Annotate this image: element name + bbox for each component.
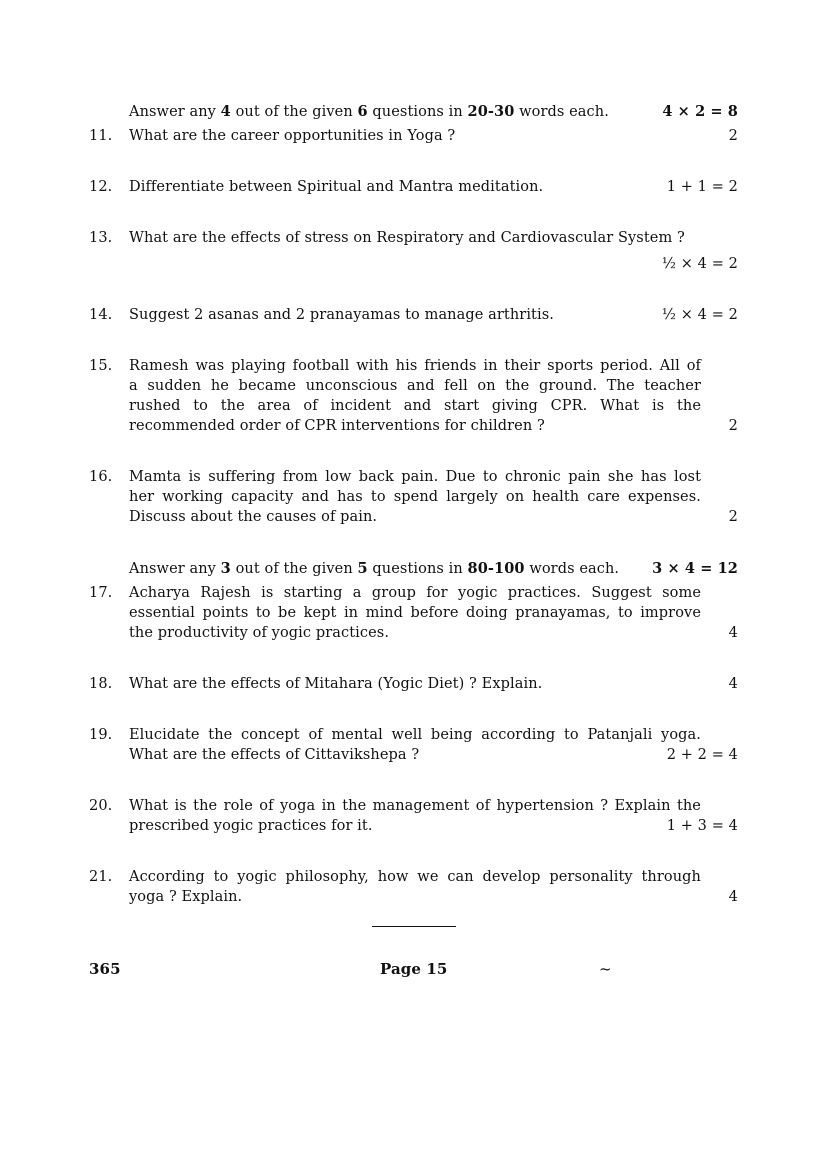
question-text-line: What are the effects of Cittavikshepa ? (129, 747, 420, 763)
question-marks: 2 (728, 128, 738, 144)
question-text: Differentiate between Spiritual and Mantra meditation. (129, 179, 544, 195)
question-19 (0, 725, 827, 746)
question-number: 17. (89, 585, 113, 601)
question-15-line-4 (0, 416, 827, 437)
question-11 (0, 126, 827, 147)
question-number: 19. (89, 727, 113, 743)
question-text-line: Acharya Rajesh is starting a group for yogic practices. Suggest some (129, 585, 701, 601)
question-number: 20. (89, 798, 113, 814)
question-number: 16. (89, 469, 113, 485)
question-16-line-3 (0, 507, 827, 528)
question-text-line: According to yogic philosophy, how we can develop personality through (129, 869, 701, 885)
section-a-instruction (0, 101, 827, 122)
question-20-line-2 (0, 816, 827, 837)
question-text-line: rushed to the area of incident and start giving CPR. What is the (129, 398, 701, 414)
question-marks: 2 + 2 = 4 (666, 747, 738, 763)
section-b-text: Answer any 3 out of the given 5 questions in 80-100 words each. (129, 560, 620, 577)
question-text: What are the effects of stress on Respiratory and Cardiovascular System ? (129, 230, 685, 246)
question-18 (0, 674, 827, 695)
question-17-line-2 (0, 603, 827, 624)
question-20 (0, 796, 827, 817)
question-16-line-2 (0, 487, 827, 508)
question-text-line: her working capacity and has to spend largely on health care expenses. (129, 489, 701, 505)
question-number: 14. (89, 307, 113, 323)
question-marks: 1 + 3 = 4 (666, 818, 738, 834)
question-number: 18. (89, 676, 113, 692)
question-number: 15. (89, 358, 113, 374)
section-b-instruction (0, 558, 827, 579)
question-text-line: Discuss about the causes of pain. (129, 509, 378, 525)
question-text-line: Elucidate the concept of mental well being according to Patanjali yoga. (129, 727, 701, 743)
question-text-line: prescribed yogic practices for it. (129, 818, 373, 834)
question-text-line: recommended order of CPR interventions for children ? (129, 418, 545, 434)
question-text-line: What is the role of yoga in the management of hypertension ? Explain the (129, 798, 701, 814)
question-19-line-2 (0, 745, 827, 766)
question-text-line: yoga ? Explain. (129, 889, 243, 905)
question-17-line-3 (0, 623, 827, 644)
section-a-marks: 4 × 2 = 8 (662, 103, 738, 120)
section-a-text: Answer any 4 out of the given 6 questions in 20-30 words each. (129, 103, 609, 120)
footer-page-number: Page 15 (380, 960, 448, 978)
question-text: What are the career opportunities in Yoga ? (129, 128, 456, 144)
question-number: 13. (89, 230, 113, 246)
question-marks: 4 (728, 889, 738, 905)
footer-mark: ~ (599, 960, 612, 978)
question-15 (0, 356, 827, 377)
question-text-line: essential points to be kept in mind before doing pranayamas, to improve (129, 605, 701, 621)
question-17 (0, 583, 827, 604)
question-marks: 1 + 1 = 2 (666, 179, 738, 195)
question-text-line: the productivity of yogic practices. (129, 625, 390, 641)
question-16 (0, 467, 827, 488)
question-15-line-2 (0, 376, 827, 397)
question-marks: 2 (728, 418, 738, 434)
question-15-line-3 (0, 396, 827, 417)
question-marks: 4 (728, 625, 738, 641)
question-number: 12. (89, 179, 113, 195)
question-marks: 2 (728, 509, 738, 525)
question-13-marks-row (0, 254, 827, 275)
question-14 (0, 305, 827, 326)
question-text: What are the effects of Mitahara (Yogic Diet) ? Explain. (129, 676, 543, 692)
question-text-line: a sudden he became unconscious and fell on the ground. The teacher (129, 378, 701, 394)
end-divider (372, 926, 456, 927)
question-12 (0, 177, 827, 198)
question-text-line: Mamta is suffering from low back pain. Due to chronic pain she has lost (129, 469, 701, 485)
question-13 (0, 228, 827, 249)
question-text: Suggest 2 asanas and 2 pranayamas to manage arthritis. (129, 307, 554, 323)
question-number: 11. (89, 128, 113, 144)
question-text-line: Ramesh was playing football with his friends in their sports period. All of (129, 358, 701, 374)
question-marks: 4 (728, 676, 738, 692)
section-b-marks: 3 × 4 = 12 (652, 560, 738, 577)
question-marks: ½ × 4 = 2 (661, 307, 738, 323)
question-21 (0, 867, 827, 888)
question-number: 21. (89, 869, 113, 885)
question-21-line-2 (0, 887, 827, 908)
footer-code: 365 (89, 960, 121, 978)
question-marks: ½ × 4 = 2 (661, 256, 738, 272)
